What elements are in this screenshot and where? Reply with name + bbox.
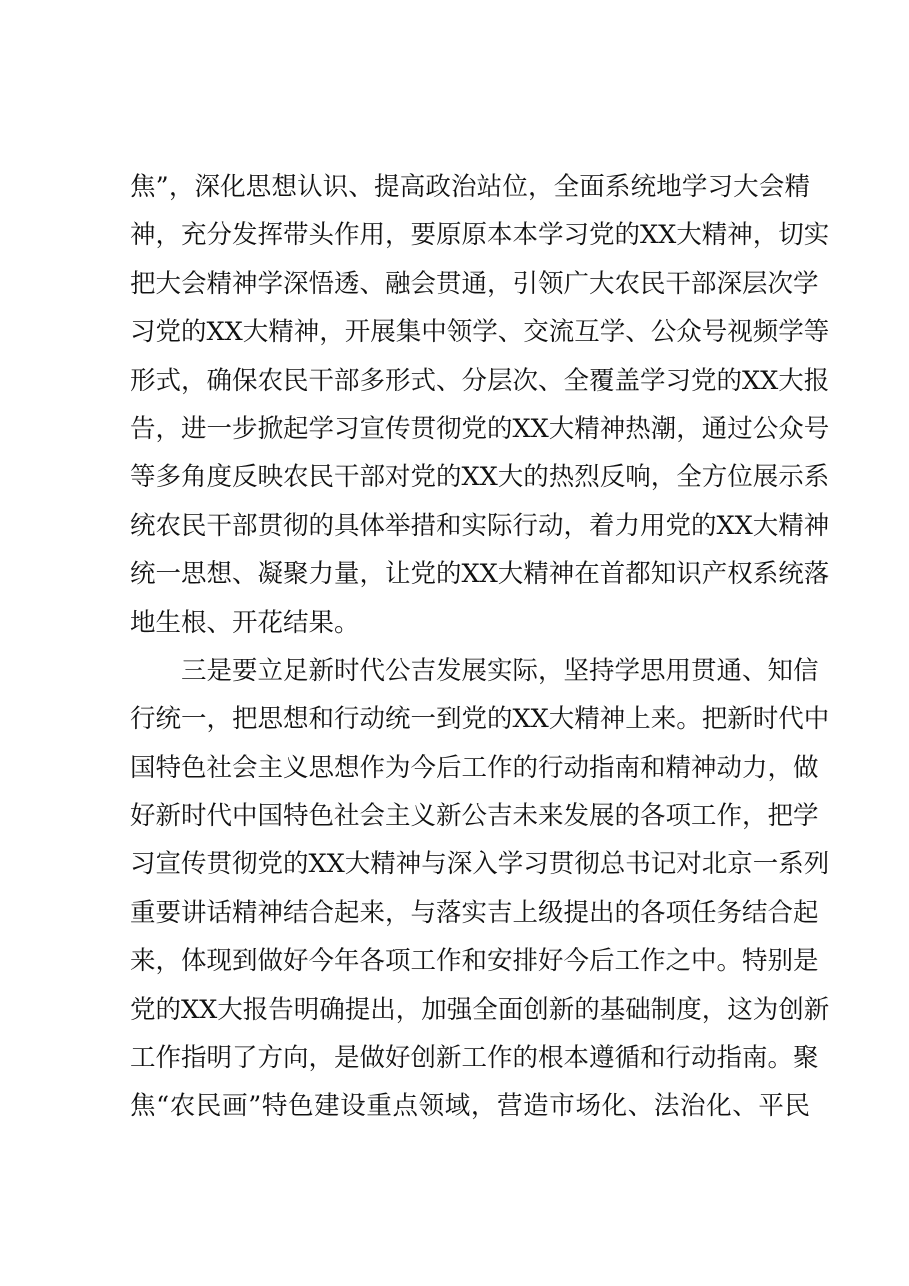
- paragraph-line: 国特色社会主义思想作为今后工作的行动指南和精神动力，做: [130, 752, 819, 783]
- paragraph-line: 形式，确保农民干部多形式、分层次、全覆盖学习党的XX大报: [130, 365, 830, 396]
- paragraph-line: 把大会精神学深悟透、融会贯通，引领广大农民干部深层次学: [130, 268, 819, 299]
- document-body: [130, 163, 830, 1131]
- paragraph-line: 地生根、开花结果。: [130, 607, 360, 638]
- paragraph-line: 神，充分发挥带头作用，要原原本本学习党的XX大精神，切实: [130, 220, 830, 251]
- paragraph-1: [130, 163, 830, 647]
- paragraph-line: 习党的XX大精神，开展集中领学、交流互学、公众号视频学等: [130, 317, 830, 348]
- paragraph-line: 焦”，深化思想认识、提高政治站位，全面系统地学习大会精: [130, 172, 810, 202]
- paragraph-line: 来，体现到做好今年各项工作和安排好今后工作之中。特别是: [130, 946, 819, 977]
- paragraph-line: 焦“农民画”特色建设重点领域，营造市场化、法治化、平民: [130, 1091, 810, 1122]
- paragraph-line: 习宣传贯彻党的XX大精神与深入学习贯彻总书记对北京一系列: [130, 849, 830, 880]
- paragraph-line: 重要讲话精神结合起来，与落实吉上级提出的各项任务结合起: [130, 897, 819, 928]
- paragraph-line: 行统一，把思想和行动统一到党的XX大精神上来。把新时代中: [130, 704, 830, 735]
- paragraph-line: 工作指明了方向，是做好创新工作的根本遵循和行动指南。聚: [130, 1043, 819, 1074]
- paragraph-line: 统农民干部贯彻的具体举措和实际行动，着力用党的XX大精神: [130, 510, 830, 541]
- paragraph-line: 告，进一步掀起学习宣传贯彻党的XX大精神热潮，通过公众号: [130, 413, 830, 444]
- paragraph-line: 等多角度反映农民干部对党的XX大的热烈反响，全方位展示系: [130, 462, 830, 493]
- paragraph-2: [130, 647, 830, 1131]
- paragraph-line: 统一思想、凝聚力量，让党的XX大精神在首都知识产权系统落: [130, 559, 830, 590]
- paragraph-line: 党的XX大报告明确提出，加强全面创新的基础制度，这为创新: [130, 994, 830, 1025]
- paragraph-line: 好新时代中国特色社会主义新公吉未来发展的各项工作，把学: [130, 801, 819, 832]
- paragraph-line: 三是要立足新时代公吉发展实际，坚持学思用贯通、知信: [181, 655, 819, 686]
